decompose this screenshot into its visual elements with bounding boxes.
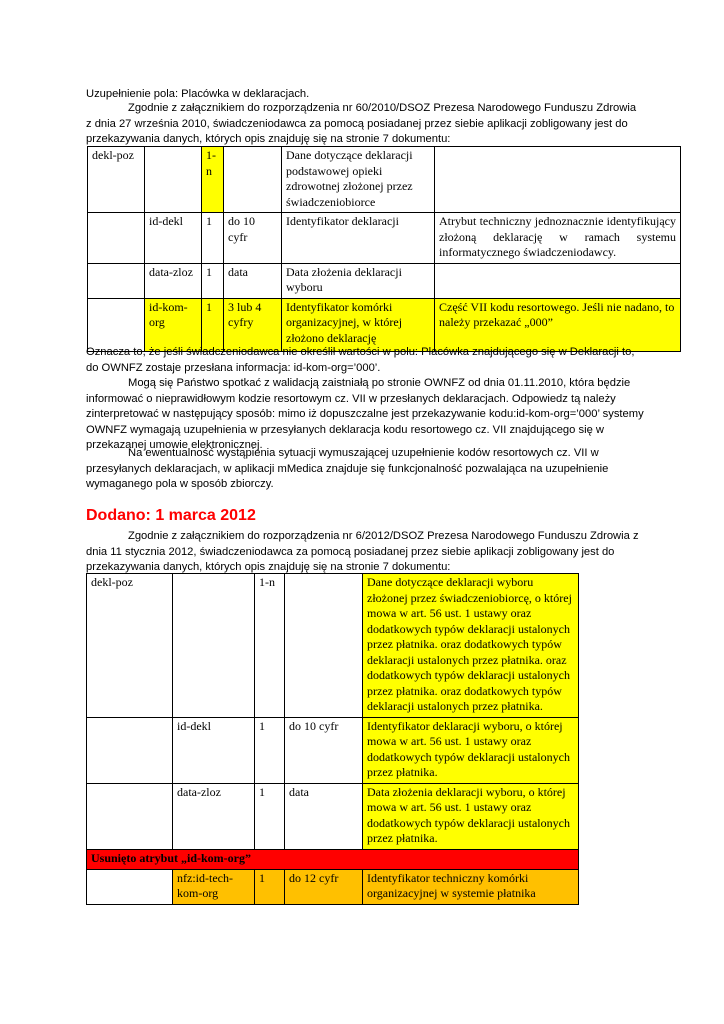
table-cell: do 10 cyfr bbox=[224, 213, 282, 264]
table-cell bbox=[224, 147, 282, 213]
table-cell: data bbox=[224, 263, 282, 298]
table-cell: 1-n bbox=[202, 147, 224, 213]
table-cell: 1 bbox=[202, 213, 224, 264]
table-row bbox=[87, 717, 579, 783]
table-cell: 1 bbox=[255, 783, 285, 849]
table-cell: Identyfikator techniczny komórki organizacyjnej w systemie płatnika bbox=[363, 869, 579, 904]
table-cell: Identyfikator komórki organizacyjnej, w której złożono deklarację bbox=[282, 298, 435, 351]
table-cell: dekl-poz bbox=[88, 147, 145, 213]
table-row bbox=[87, 869, 579, 904]
table-cell bbox=[145, 147, 202, 213]
table-cell bbox=[87, 783, 173, 849]
table-cell: 1 bbox=[255, 869, 285, 904]
table-cell: data bbox=[285, 783, 363, 849]
table-cell: Identyfikator deklaracji bbox=[282, 213, 435, 264]
table-cell bbox=[88, 263, 145, 298]
table-row bbox=[88, 147, 681, 213]
table-cell: data-zloz bbox=[173, 783, 255, 849]
table-cell bbox=[88, 298, 145, 351]
table-cell: Atrybut techniczny jednoznacznie identyfikujący złożoną deklarację w ramach systemu informatycznego świadczeniodawcy. bbox=[435, 213, 681, 264]
table-cell bbox=[87, 717, 173, 783]
declaration-table-2012 bbox=[86, 573, 579, 905]
table-cell: id-kom-org bbox=[145, 298, 202, 351]
note-line: Oznacza to, że jeśli świadczeniodawca nie określił wartości w polu: Placówka znajdującego się w Deklaracji to, do OWNFZ zostaje przesłana informacja: id-kom-org=’000’. bbox=[86, 346, 635, 374]
table-cell: Dane dotyczące deklaracji wyboru złożonej przez świadczeniobiorcę, o której mowa w art. 56 ust. 1 ustawy oraz dodatkowych typów deklaracji ustalonych przez płatnika. oraz dodatkowych typów deklaracji ustalonych przez płatnika. oraz dodatkowych typów deklaracji ustalonych przez płatnika. oraz dodatkowych typów deklaracji ustalonych przez płatnika. bbox=[363, 574, 579, 718]
table-cell bbox=[435, 263, 681, 298]
intro-paragraph: Zgodnie z załącznikiem do rozporządzenia nr 60/2010/DSOZ Prezesa Narodowego Funduszu Zdrowia z dnia 27 września 2010, świadczeniodawca za pomocą posiadanej przez siebie aplikacji zobligowany jest do przekazywania danych, których opis znajduję się na stronie 7 dokumentu: bbox=[86, 102, 637, 145]
table-cell: 1 bbox=[202, 263, 224, 298]
table-row bbox=[87, 849, 579, 869]
table-cell: Data złożenia deklaracji wyboru, o której mowa w art. 56 ust. 1 ustawy oraz dodatkowych typów deklaracji ustalonych przez płatnika. bbox=[363, 783, 579, 849]
table-cell: Identyfikator deklaracji wyboru, o której mowa w art. 56 ust. 1 ustawy oraz dodatkowych typów deklaracji ustalonych przez płatnika. bbox=[363, 717, 579, 783]
table-cell bbox=[435, 147, 681, 213]
table-cell: Dane dotyczące deklaracji podstawowej opieki zdrowotnej złożonej przez świadczeniobiorce bbox=[282, 147, 435, 213]
update-heading: Dodano: 1 marca 2012 bbox=[86, 507, 256, 524]
table-cell bbox=[173, 574, 255, 718]
table-row bbox=[87, 783, 579, 849]
table-cell: dekl-poz bbox=[87, 574, 173, 718]
table-cell: Część VII kodu resortowego. Jeśli nie nadano, to należy przekazać „000” bbox=[435, 298, 681, 351]
mmedica-paragraph: Na ewentualność wystąpienia sytuacji wymuszającej uzupełnienie kodów resortowych cz. VII w przesyłanych deklaracjach, w aplikacji mMedica znajduje się funkcjonalność pozwalająca na uzupełnienie wymaganego pola w sposób zbiorczy. bbox=[86, 447, 609, 490]
table-cell: 3 lub 4 cyfry bbox=[224, 298, 282, 351]
table-cell: Data złożenia deklaracji wyboru bbox=[282, 263, 435, 298]
declaration-table-2010 bbox=[87, 146, 681, 352]
table-row bbox=[88, 263, 681, 298]
table-cell: id-dekl bbox=[173, 717, 255, 783]
removed-attribute-banner: Usunięto atrybut „id-kom-org” bbox=[87, 849, 579, 869]
intro-line: Uzupełnienie pola: Placówka w deklaracjach. bbox=[86, 88, 310, 100]
table-cell: do 12 cyfr bbox=[285, 869, 363, 904]
table-cell bbox=[88, 213, 145, 264]
table-row bbox=[87, 574, 579, 718]
table-cell: data-zloz bbox=[145, 263, 202, 298]
table-cell bbox=[87, 869, 173, 904]
table-cell: 1 bbox=[202, 298, 224, 351]
table-cell: do 10 cyfr bbox=[285, 717, 363, 783]
table-cell bbox=[285, 574, 363, 718]
validation-paragraph: Mogą się Państwo spotkać z walidacją zaistniałą po stronie OWNFZ od dnia 01.11.2010, która będzie informować o nieprawidłowym kodzie resortowym cz. VII w przesłanych deklaracjach. Odpowiedz tą należy zinterpretować w następujący sposób: mimo iż dopuszczalne jest przekazywanie kodu:id-kom-org=’000’ systemy OWNFZ wymagają uzupełnienia w przesyłanych deklaracja kodu resortowego cz. VII znajdującego się w przekazanej umowie elektronicznej. bbox=[86, 377, 644, 451]
table-cell: nfz:id-tech-kom-org bbox=[173, 869, 255, 904]
table-cell: id-dekl bbox=[145, 213, 202, 264]
table-cell: 1-n bbox=[255, 574, 285, 718]
table-row bbox=[88, 298, 681, 351]
table-cell: 1 bbox=[255, 717, 285, 783]
update-paragraph: Zgodnie z załącznikiem do rozporządzenia nr 6/2012/DSOZ Prezesa Narodowego Funduszu Zdrowia z dnia 11 stycznia 2012, świadczeniodawca za pomocą posiadanej przez siebie aplikacji zobligowany jest do przekazywania danych, których opis znajduję się na stronie 7 dokumentu: bbox=[86, 530, 639, 573]
table-row bbox=[88, 213, 681, 264]
